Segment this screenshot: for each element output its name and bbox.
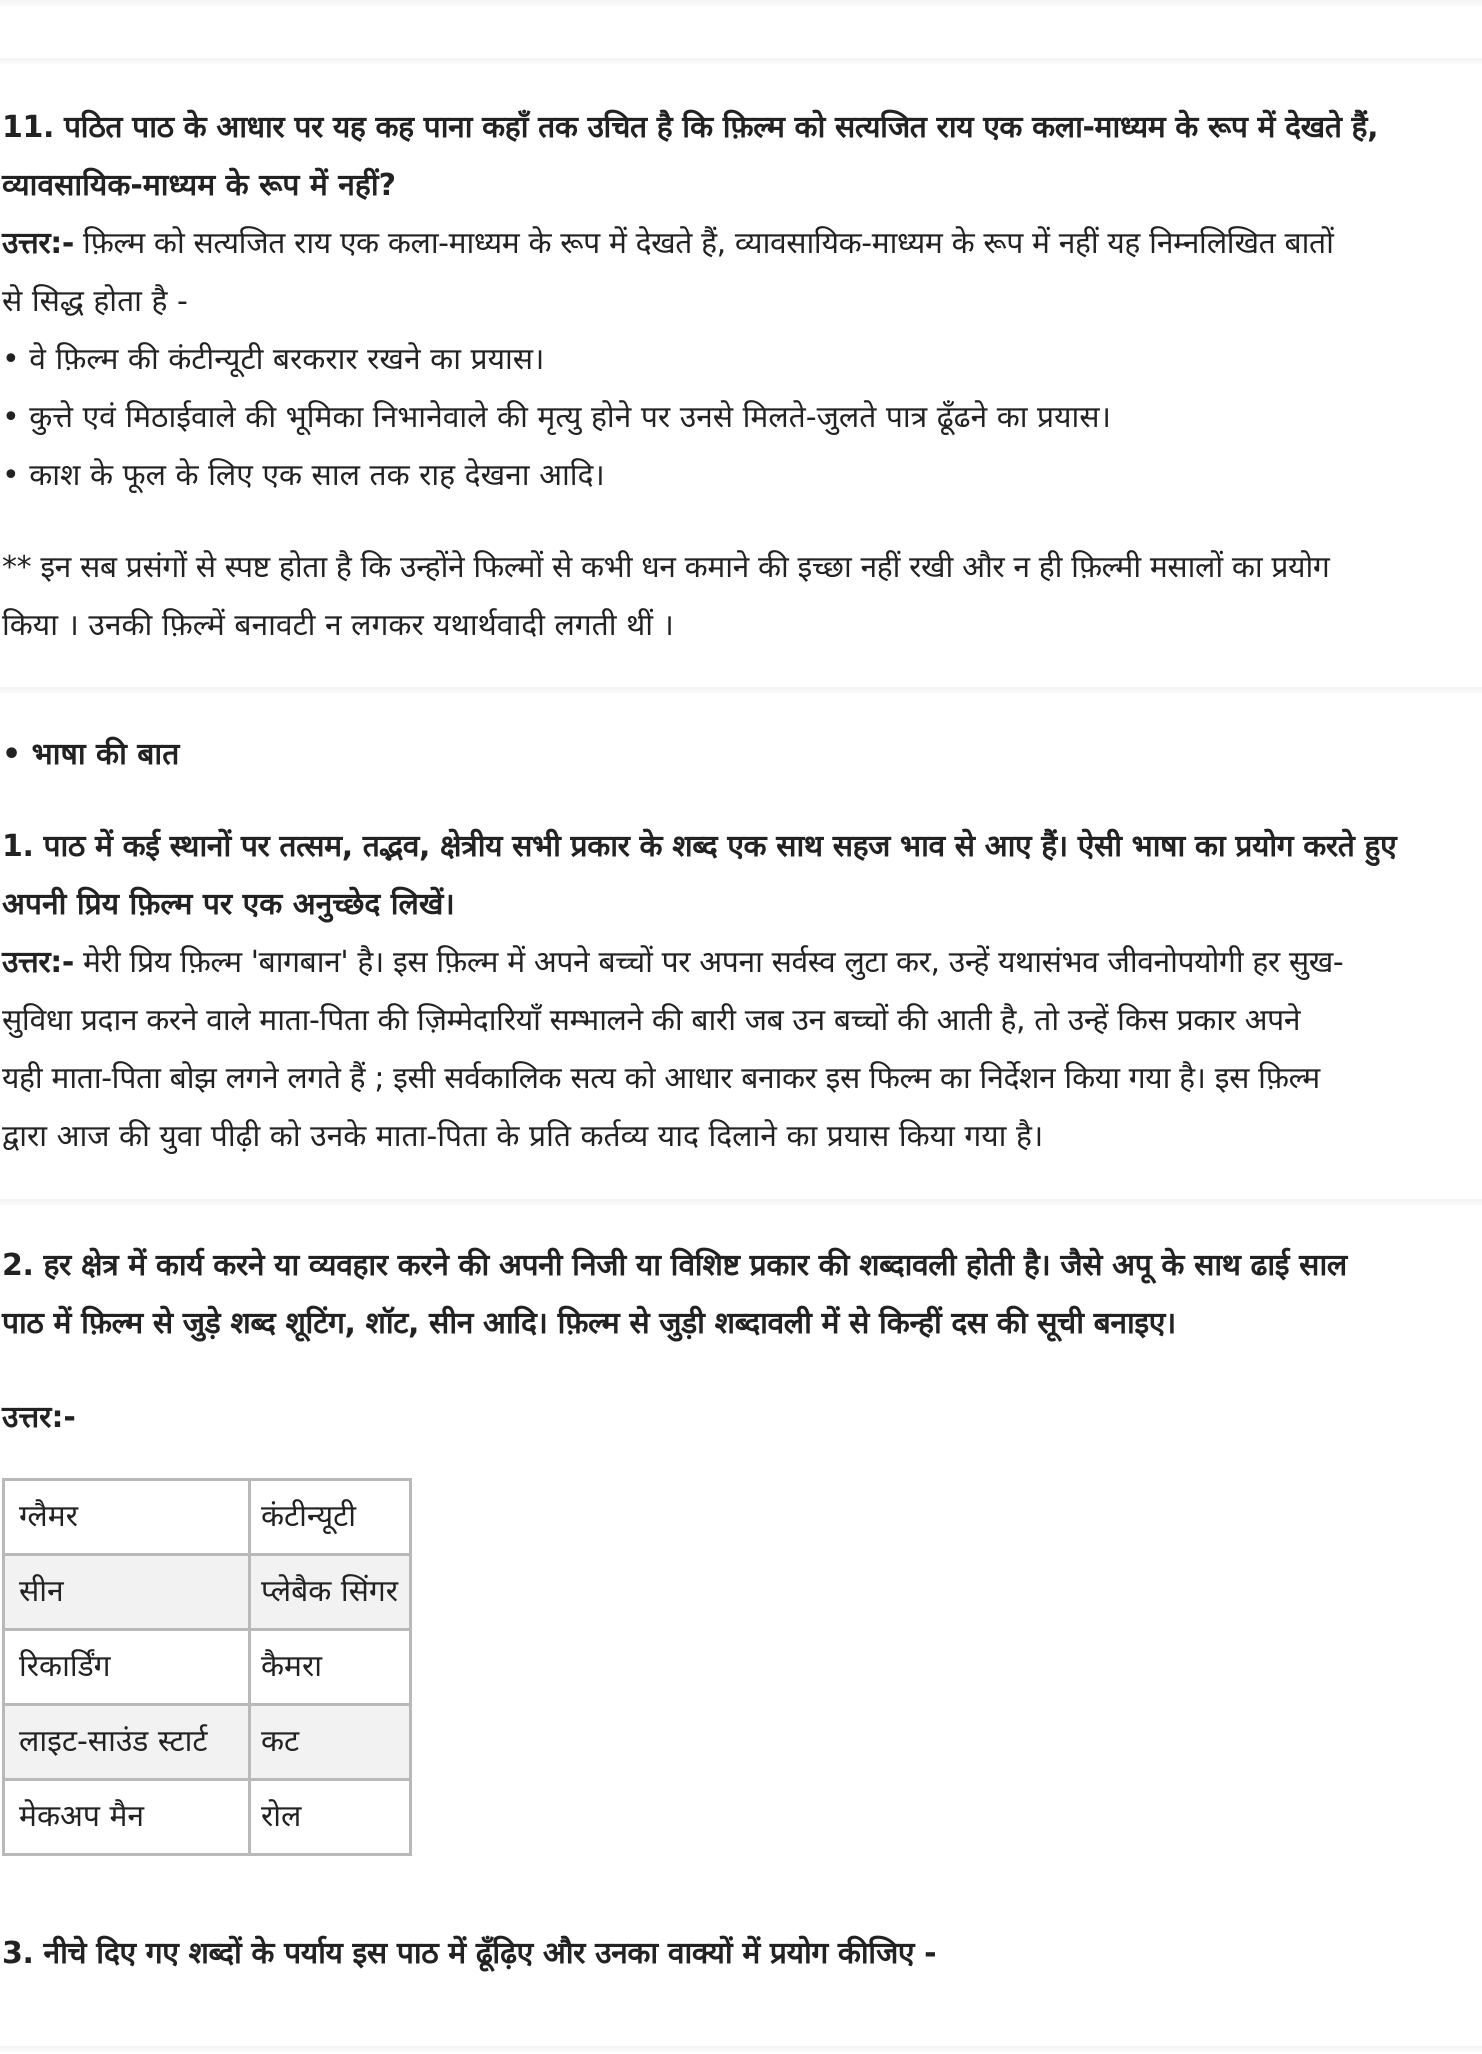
bullet-item: • वे फ़िल्म की कंटीन्यूटी बरकरार रखने का प्रयास। [2, 342, 545, 377]
question-1 [2, 818, 1472, 1166]
table-cell: सीन [4, 1555, 250, 1630]
answer-label: उत्तर:- [2, 1400, 76, 1435]
question-11-line-1: 11. पठित पाठ के आधार पर यह कह पाना कहाँ तक उचित है कि फ़िल्म को सत्यजित राय एक कला-माध्यम के रूप में देखते हैं, [2, 110, 1379, 145]
table-cell: लाइट-साउंड स्टार्ट [4, 1705, 250, 1780]
answer-label: उत्तर:- [2, 226, 74, 261]
answer-text: फ़िल्म को सत्यजित राय एक कला-माध्यम के रूप में देखते हैं, व्यावसायिक-माध्यम के रूप में नहीं यह निम्नलिखित बातों [73, 226, 1334, 261]
answer-11-line-2: से सिद्ध होता है - [2, 284, 188, 319]
question-11 [2, 99, 1472, 505]
question-11-line-2: व्यावसायिक-माध्यम के रूप में नहीं? [2, 168, 397, 203]
table-cell: कंटीन्यूटी [250, 1480, 411, 1555]
table-row [4, 1480, 411, 1555]
divider [0, 1199, 1482, 1205]
table-cell: रोल [250, 1780, 411, 1855]
answer-1-line-3: यही माता-पिता बोझ लगने लगते हैं ; इसी सर्वकालिक सत्य को आधार बनाकर इस फिल्म का निर्देशन किया गया है। इस फ़िल्म [2, 1061, 1320, 1096]
question-2-line-1: 2. हर क्षेत्र में कार्य करने या व्यवहार करने की अपनी निजी या विशिष्ट प्रकार की शब्दावली होती है। जैसे अपू के साथ ढाई साल [2, 1248, 1347, 1283]
table-cell: कट [250, 1705, 411, 1780]
answer-label: उत्तर:- [2, 945, 74, 980]
answer-text: मेरी प्रिय फ़िल्म 'बागबान' है। इस फ़िल्म में अपने बच्चों पर अपना सर्वस्व लुटा कर, उन्हें यथासंभव जीवनोपयोगी हर सुख- [73, 945, 1344, 980]
question-1-line-1: 1. पाठ में कई स्थानों पर तत्सम, तद्भव, क्षेत्रीय सभी प्रकार के शब्द एक साथ सहज भाव से आए हैं। ऐसी भाषा का प्रयोग करते हुए [2, 829, 1397, 864]
note-11 [2, 539, 1472, 655]
bottom-divider [0, 2046, 1482, 2052]
section-heading [2, 726, 1472, 784]
answer-1-line-2: सुविधा प्रदान करने वाले माता-पिता की ज़िम्मेदारियाँ सम्भालने की बारी जब उन बच्चों की आती है, तो उन्हें किस प्रकार अपने [2, 1003, 1301, 1038]
answer-1-line-1 [2, 934, 1472, 992]
table-row [4, 1705, 411, 1780]
section-heading-text: • भाषा की बात [2, 737, 180, 772]
question-2 [2, 1237, 1472, 1353]
table-cell: कैमरा [250, 1630, 411, 1705]
film-vocabulary-table [2, 1478, 412, 1856]
answer-11-line-1 [2, 215, 1472, 273]
answer-1-line-4: द्वारा आज की युवा पीढ़ी को उनके माता-पिता के प्रति कर्तव्य याद दिलाने का प्रयास किया गया है। [2, 1119, 1044, 1154]
bullet-item: • कुत्ते एवं मिठाईवाले की भूमिका निभानेवाले की मृत्यु होने पर उनसे मिलते-जुलते पात्र ढूँढने का प्रयास। [2, 400, 1111, 435]
note-line-1: ** इन सब प्रसंगों से स्पष्ट होता है कि उन्होंने फिल्मों से कभी धन कमाने की इच्छा नहीं रखी और न ही फ़िल्मी मसालों का प्रयोग [2, 550, 1330, 585]
table-row [4, 1780, 411, 1855]
table-cell: मेकअप मैन [4, 1780, 250, 1855]
note-line-2: किया । उनकी फ़िल्में बनावटी न लगकर यथार्थवादी लगती थीं । [2, 608, 674, 643]
bullet-item: • काश के फूल के लिए एक साल तक राह देखना आदि। [2, 458, 605, 493]
question-1-line-2: अपनी प्रिय फ़िल्म पर एक अनुच्छेद लिखें। [2, 887, 455, 922]
divider [0, 687, 1482, 693]
top-divider [0, 0, 1482, 6]
table-row [4, 1630, 411, 1705]
table-cell: प्लेबैक सिंगर [250, 1555, 411, 1630]
question-3 [2, 1925, 1472, 1983]
table-cell: रिकार्डिंग [4, 1630, 250, 1705]
divider [0, 58, 1482, 64]
table-row [4, 1555, 411, 1630]
question-2-line-2: पाठ में फ़िल्म से जुड़े शब्द शूटिंग, शॉट, सीन आदि। फ़िल्म से जुड़ी शब्दावली में से किन्हीं दस की सूची बनाइए। [2, 1306, 1176, 1341]
answer-2 [2, 1389, 1472, 1447]
question-3-text: 3. नीचे दिए गए शब्दों के पर्याय इस पाठ में ढूँढ़िए और उनका वाक्यों में प्रयोग कीजिए - [2, 1936, 937, 1971]
table-cell: ग्लैमर [4, 1480, 250, 1555]
